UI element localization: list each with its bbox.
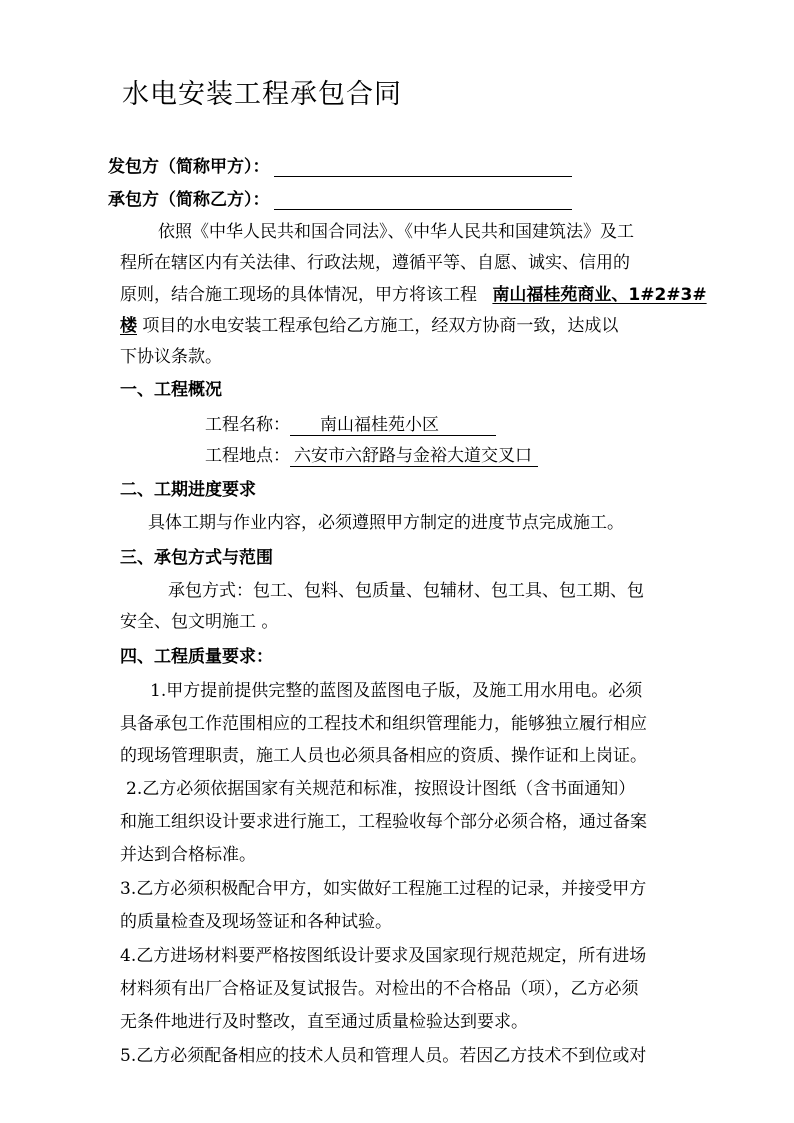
section-4-line: 材料须有出厂合格证及复试报告。对检出的不合格品（项），乙方必须	[120, 979, 639, 999]
section-4-line: 4.乙方进场材料要严格按图纸设计要求及国家现行规范规定，所有进场	[120, 946, 647, 966]
project-name-part-1: 南山福桂苑商业、1#2#3#	[492, 285, 707, 305]
party-b-row	[108, 185, 572, 210]
section-4-line: 具备承包工作范围相应的工程技术和组织管理能力，能够独立履行相应	[120, 714, 647, 734]
section-3-heading: 三、承包方式与范围	[120, 548, 273, 568]
section-4-line: 2.乙方必须依据国家有关规范和标准，按照设计图纸（含书面通知）	[126, 779, 636, 799]
section-3-line-1: 承包方式：包工、包料、包质量、包辅材、包工具、包工期、包	[168, 581, 644, 601]
section-2-heading: 二、工期进度要求	[120, 480, 256, 500]
intro-line-3-prefix: 原则，结合施工现场的具体情况，甲方将该工程	[120, 285, 477, 305]
project-location-value: 六安市六舒路与金裕大道交叉口	[290, 446, 538, 467]
project-location-row	[205, 441, 538, 467]
section-4-line: 5.乙方必须配备相应的技术人员和管理人员。若因乙方技术不到位或对	[120, 1046, 647, 1066]
project-name-value: 南山福桂苑小区	[290, 415, 496, 436]
intro-line-1: 依照《中华人民共和国合同法》、《中华人民共和国建筑法》及工	[158, 222, 634, 242]
section-3-line-2: 安全、包文明施工 。	[120, 612, 279, 632]
section-1-heading: 一、工程概况	[120, 380, 222, 400]
party-a-row	[108, 152, 572, 177]
section-4-line: 的质量检查及现场签证和各种试验。	[120, 912, 392, 932]
section-4-line: 3.乙方必须积极配合甲方，如实做好工程施工过程的记录，并接受甲方	[120, 879, 647, 899]
party-a-blank-line	[274, 156, 572, 177]
section-4-line: 的现场管理职责，施工人员也必须具备相应的资质、操作证和上岗证。	[120, 746, 647, 766]
party-b-blank-line	[274, 189, 572, 210]
project-name-label: 工程名称：	[205, 415, 290, 435]
project-name-part-2: 楼	[120, 316, 137, 336]
section-4-line: 1.甲方提前提供完整的蓝图及蓝图电子版，及施工用水用电。必须	[150, 681, 643, 701]
intro-line-2: 程所在辖区内有关法律、行政法规，遵循平等、自愿、诚实、信用的	[120, 253, 630, 273]
intro-line-4	[120, 311, 618, 336]
section-4-heading: 四、工程质量要求：	[120, 647, 273, 667]
section-2-body: 具体工期与作业内容，必须遵照甲方制定的进度节点完成施工。	[148, 513, 624, 533]
section-4-line: 和施工组织设计要求进行施工，工程验收每个部分必须合格，通过备案	[120, 812, 647, 832]
project-name-row	[205, 410, 496, 436]
intro-line-5: 下协议条款。	[120, 347, 222, 367]
party-b-label: 承包方（简称乙方）：	[108, 190, 270, 210]
intro-line-3	[120, 280, 707, 305]
party-a-label: 发包方（简称甲方）：	[108, 157, 270, 177]
section-4-line: 并达到合格标准。	[120, 845, 256, 865]
project-location-label: 工程地点：	[205, 446, 290, 466]
section-4-line: 无条件地进行及时整改，直至通过质量检验达到要求。	[120, 1012, 528, 1032]
intro-line-4-suffix: 项目的水电安装工程承包给乙方施工，经双方协商一致，达成以	[142, 316, 619, 336]
document-title: 水电安装工程承包合同	[122, 79, 402, 110]
